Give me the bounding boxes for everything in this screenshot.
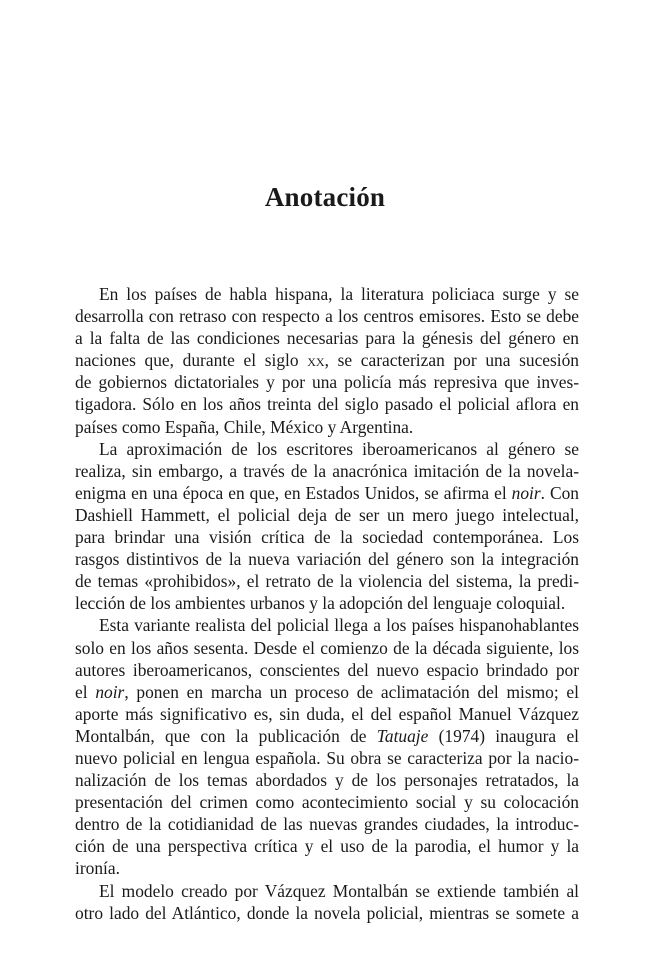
page-title: Anotación (264, 182, 386, 212)
text-line: otro lado del Atlántico, donde la novela policial, mientras se somete a (75, 902, 579, 923)
text-line: enigma en una época en que, en Estados Unidos, se afirma el noir. Con (75, 482, 579, 503)
text-line: dentro de la cotidianidad de las nuevas grandes ciudades, la introduc- (75, 814, 579, 835)
text-line: nuevo policial en lengua española. Su obra se caracteriza por la nacio- (75, 747, 579, 768)
text-line: aporte más significativo es, sin duda, el del español Manuel Vázquez (75, 703, 579, 724)
text-line: Montalbán, que con la publicación de Tatuaje (1974) inaugura el (75, 725, 579, 746)
text-line: presentación del crimen como acontecimiento social y su colocación (75, 792, 579, 813)
body-text (75, 283, 579, 924)
text-line: nalización de los temas abordados y de los personajes retratados, la (75, 770, 579, 791)
text-line: En los países de habla hispana, la literatura policiaca surge y se (99, 284, 579, 304)
text-line: tigadora. Sólo en los años treinta del siglo pasado el policial aflora en (75, 394, 579, 415)
text-line: países como España, Chile, México y Argentina. (75, 416, 414, 437)
text-line: naciones que, durante el siglo xx, se caracterizan por una sucesión (75, 350, 580, 371)
text-line: ironía. (75, 858, 120, 879)
text-line: realiza, sin embargo, a través de la anacrónica imitación de la novela- (75, 460, 579, 481)
text-line: El modelo creado por Vázquez Montalbán se extiende también al (99, 880, 579, 901)
text-line: de gobiernos dictatoriales y por una policía más represiva que inves- (75, 372, 579, 393)
text-line: rasgos distintivos de la nueva variación del género son la integración (75, 549, 579, 570)
text-line: a la falta de las condiciones necesarias para la génesis del género en (75, 328, 579, 349)
text-line: autores iberoamericanos, conscientes del nuevo espacio brindado por (75, 659, 579, 680)
text-line: ción de una perspectiva crítica y el uso de la parodia, el humor y la (75, 836, 579, 857)
text-line: lección de los ambientes urbanos y la adopción del lenguaje coloquial. (75, 593, 566, 614)
text-line: La aproximación de los escritores iberoamericanos al género se (99, 438, 579, 459)
text-line: para brindar una visión crítica de la sociedad contemporánea. Los (75, 527, 579, 548)
text-line: el noir, ponen en marcha un proceso de aclimatación del mismo; el (75, 681, 579, 702)
text-line: Dashiell Hammett, el policial deja de ser un mero juego intelectual, (75, 504, 579, 525)
text-line: de temas «prohibidos», el retrato de la violencia del sistema, la predi- (75, 571, 579, 592)
text-line: Esta variante realista del policial llega a los países hispanohablantes (99, 615, 579, 636)
text-line: solo en los años sesenta. Desde el comienzo de la década siguiente, los (75, 637, 579, 658)
text-line: desarrolla con retraso con respecto a los centros emisores. Esto se debe (75, 306, 579, 327)
